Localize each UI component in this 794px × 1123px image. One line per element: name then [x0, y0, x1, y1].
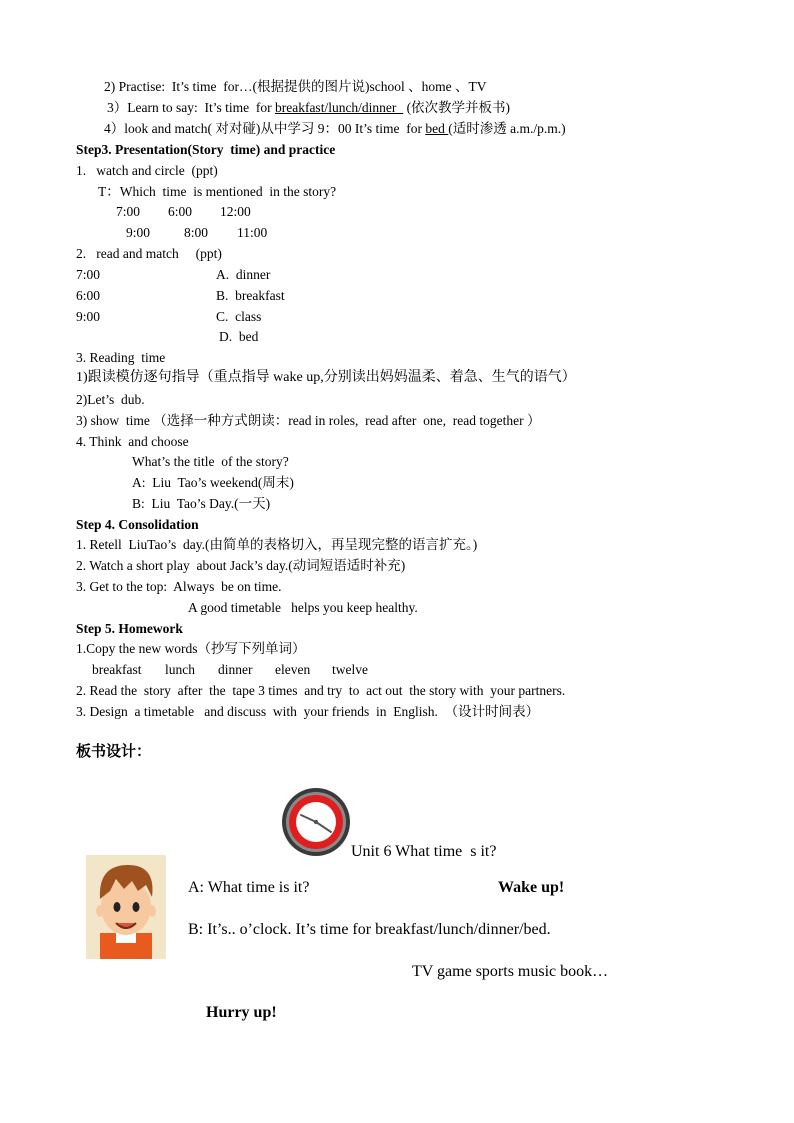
- match-left-item: 7:00: [76, 267, 101, 282]
- match-right-item: C. class: [216, 309, 262, 324]
- match-left-item: 6:00: [76, 288, 101, 303]
- homework-word: twelve: [332, 662, 368, 677]
- board-extra-words: TV game sports music book…: [412, 963, 609, 980]
- board-heading: 板书设计：: [76, 744, 152, 760]
- consolidation-item: 2. Watch a short play about Jack’s day.(动词短语适时补充): [76, 558, 406, 573]
- match-right-item: A. dinner: [216, 267, 271, 282]
- match-right-item: D. bed: [219, 329, 259, 344]
- match-underlined: bed: [425, 121, 449, 136]
- consolidation-item: 3. Get to the top: Always be on time.: [76, 579, 282, 594]
- learn-underlined: breakfast/lunch/dinner: [274, 100, 404, 115]
- step3-question: T：Which time is mentioned in the story?: [98, 184, 337, 199]
- time-option: 7:00: [116, 204, 141, 219]
- step2-practise-line: 2) Practise: It’s time for…(根据提供的图片说)school 、home 、TV: [104, 79, 487, 94]
- board-unit-title: Unit 6 What time s it?: [351, 843, 497, 860]
- homework-item: 2. Read the story after the tape 3 times and try to act out the story with your partners.: [76, 683, 566, 698]
- homework-word: dinner: [218, 662, 253, 677]
- homework-item: 3. Design a timetable and discuss with your friends in English. （设计时间表）: [76, 704, 540, 719]
- clock-icon: [281, 787, 351, 857]
- think-question: What’s the title of the story?: [132, 454, 289, 469]
- learn-note: (依次教学并板书): [403, 100, 511, 115]
- step2-learn-line: [107, 99, 510, 117]
- time-option: 8:00: [184, 225, 209, 240]
- homework-word: eleven: [275, 662, 311, 677]
- time-option: 6:00: [168, 204, 193, 219]
- step4-heading: Step 4. Consolidation: [76, 517, 199, 532]
- match-text: 4）look and match( 对对碰)从中学习 9：00 It’s time for: [104, 121, 426, 136]
- step5-heading: Step 5. Homework: [76, 621, 183, 636]
- reading-item: 2)Let’s dub.: [76, 392, 145, 407]
- think-option: A: Liu Tao’s weekend(周末): [132, 475, 294, 490]
- time-option: 11:00: [237, 225, 268, 240]
- consolidation-item: 1. Retell LiuTao’s day.(由简单的表格切入，再呈现完整的语言扩充。): [76, 537, 478, 552]
- consolidation-item-cont: A good timetable helps you keep healthy.: [188, 600, 418, 615]
- step3-read-match: 2. read and match (ppt): [76, 246, 222, 261]
- learn-text: 3）Learn to say: It’s time for: [107, 100, 275, 115]
- board-hurry-up: Hurry up!: [206, 1004, 277, 1021]
- homework-item: 1.Copy the new words（抄写下列单词）: [76, 641, 306, 656]
- time-option: 9:00: [126, 225, 151, 240]
- board-answer: B: It’s.. o’clock. It’s time for breakfast/lunch/dinner/bed.: [188, 921, 551, 938]
- board-question: A: What time is it?: [188, 879, 310, 896]
- think-option: B: Liu Tao’s Day.(一天): [132, 496, 271, 511]
- step3-watch-circle: 1. watch and circle (ppt): [76, 163, 218, 178]
- boy-avatar-icon: [86, 855, 166, 959]
- step3-heading: Step3. Presentation(Story time) and practice: [76, 142, 336, 157]
- board-wake-up: Wake up!: [498, 879, 565, 896]
- time-option: 12:00: [220, 204, 251, 219]
- reading-item: 3) show time （选择一种方式朗读：read in roles, read after one, read together ）: [76, 413, 541, 428]
- reading-item: 1)跟读模仿逐句指导（重点指导 wake up,分别读出妈妈温柔、着急、生气的语气）: [76, 370, 576, 385]
- match-right-item: B. breakfast: [216, 288, 285, 303]
- step2-match-line: [104, 120, 566, 138]
- match-left-item: 9:00: [76, 309, 101, 324]
- homework-word: breakfast: [92, 662, 142, 677]
- step3-reading-time: 3. Reading time: [76, 350, 166, 365]
- step3-think-choose: 4. Think and choose: [76, 434, 189, 449]
- match-note: (适时渗透 a.m./p.m.): [448, 121, 566, 136]
- homework-word: lunch: [165, 662, 195, 677]
